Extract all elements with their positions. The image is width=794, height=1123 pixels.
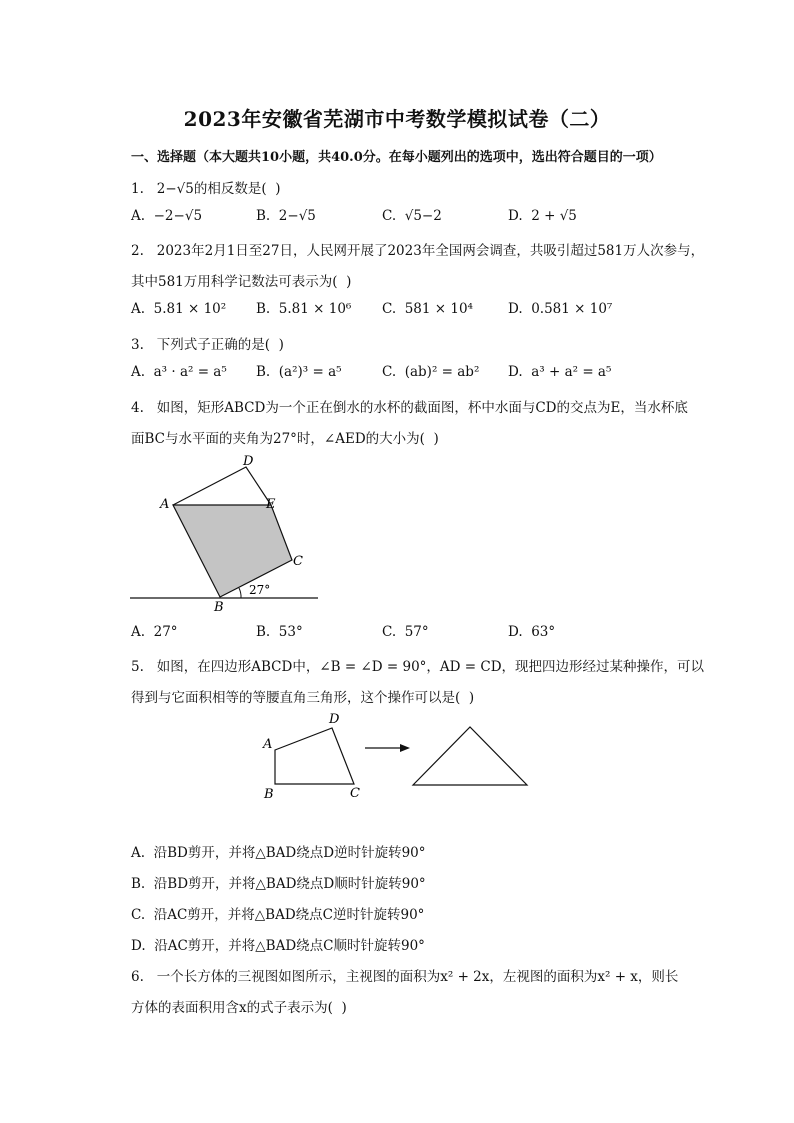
q1-option-a: A. −2−√5 bbox=[131, 208, 203, 224]
q3-stem: 3. 下列式子正确的是( ) bbox=[131, 337, 284, 353]
q4-cup-outline bbox=[173, 467, 271, 505]
q4-stem-line1: 4. 如图，矩形ABCD为一个正在倒水的水杯的截面图，杯中水面与CD的交点为E，当水杯底 bbox=[131, 400, 688, 416]
q5-option-b: B. 沿BD剪开，并将△BAD绕点D顺时针旋转90° bbox=[131, 876, 426, 892]
q5-stem-line1: 5. 如图，在四边形ABCD中，∠B = ∠D = 90°，AD = CD，现把四边形经过某种操作，可以 bbox=[131, 659, 705, 675]
q4-figure bbox=[128, 452, 328, 615]
q3-option-c: C. (ab)² = ab² bbox=[382, 364, 480, 380]
q5-arrow-head bbox=[400, 744, 410, 752]
q4-option-d: D. 63° bbox=[508, 624, 556, 640]
q4-option-b: B. 53° bbox=[256, 624, 303, 640]
q5-label-a: A bbox=[263, 737, 273, 752]
q2-stem-line2: 其中581万用科学记数法可表示为( ) bbox=[131, 274, 352, 290]
q2-stem-line1: 2. 2023年2月1日至27日，人民网开展了2023年全国两会调查，共吸引超过581万人次参与， bbox=[131, 243, 705, 259]
q6-stem-line1: 6. 一个长方体的三视图如图所示，主视图的面积为x² + 2x，左视图的面积为x² + x，则长 bbox=[131, 969, 679, 985]
q3-option-a: A. a³ · a² = a⁵ bbox=[131, 364, 227, 380]
q4-water-region bbox=[173, 505, 292, 597]
q5-quadrilateral bbox=[275, 728, 354, 784]
q5-figure bbox=[260, 710, 540, 810]
q5-result-triangle bbox=[413, 727, 527, 785]
q1-option-b: B. 2−√5 bbox=[256, 208, 316, 224]
q1-option-c: C. √5−2 bbox=[382, 208, 442, 224]
q5-option-a: A. 沿BD剪开，并将△BAD绕点D逆时针旋转90° bbox=[131, 845, 426, 861]
q6-stem-line2: 方体的表面积用含x的式子表示为( ) bbox=[131, 1000, 347, 1016]
q5-label-c: C bbox=[350, 786, 360, 801]
q2-option-a: A. 5.81 × 10² bbox=[131, 301, 227, 317]
q2-option-c: C. 581 × 10⁴ bbox=[382, 301, 473, 317]
q5-option-c: C. 沿AC剪开，并将△BAD绕点C逆时针旋转90° bbox=[131, 907, 425, 923]
q4-stem-line2: 面BC与水平面的夹角为27°时，∠AED的大小为( ) bbox=[131, 431, 439, 447]
q4-label-c: C bbox=[293, 554, 303, 569]
q2-option-b: B. 5.81 × 10⁶ bbox=[256, 301, 352, 317]
page-title: 2023年安徽省芜湖市中考数学模拟试卷（二） bbox=[183, 107, 611, 131]
q5-option-d: D. 沿AC剪开，并将△BAD绕点C顺时针旋转90° bbox=[131, 938, 425, 954]
section-heading: 一、选择题（本大题共10小题，共40.0分。在每小题列出的选项中，选出符合题目的一项） bbox=[131, 150, 662, 165]
q4-option-a: A. 27° bbox=[131, 624, 178, 640]
q5-label-d: D bbox=[329, 712, 340, 727]
q2-option-d: D. 0.581 × 10⁷ bbox=[508, 301, 613, 317]
q4-label-e: E bbox=[266, 497, 276, 512]
q1-option-d: D. 2 + √5 bbox=[508, 208, 577, 224]
q4-label-a: A bbox=[160, 497, 170, 512]
q4-label-d: D bbox=[243, 454, 254, 469]
q5-stem-line2: 得到与它面积相等的等腰直角三角形，这个操作可以是( ) bbox=[131, 690, 475, 706]
q3-option-d: D. a³ + a² = a⁵ bbox=[508, 364, 612, 380]
q4-label-b: B bbox=[214, 600, 224, 615]
q4-angle-label: 27° bbox=[249, 583, 271, 597]
q4-option-c: C. 57° bbox=[382, 624, 429, 640]
q4-angle-arc bbox=[239, 588, 241, 598]
q1-stem: 1. 2−√5的相反数是( ) bbox=[131, 181, 281, 197]
q3-option-b: B. (a²)³ = a⁵ bbox=[256, 364, 342, 380]
q5-label-b: B bbox=[264, 787, 274, 802]
